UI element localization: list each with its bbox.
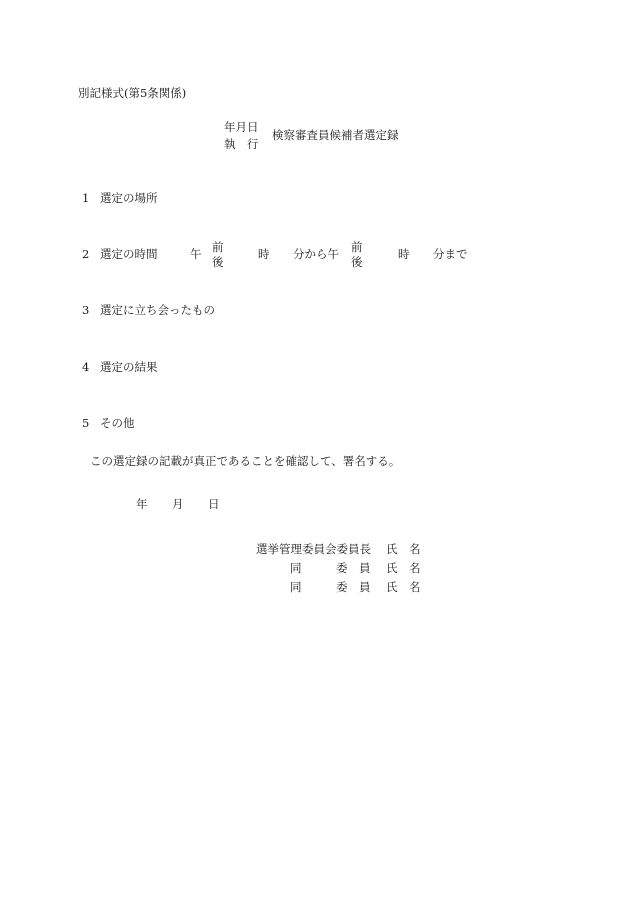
- item-4-label: 選定の結果: [100, 360, 158, 374]
- time-before-1: 前: [212, 240, 224, 254]
- signature-same-2: 同: [290, 580, 302, 594]
- date-year: 年: [136, 497, 148, 511]
- signature-member-1: 委 員: [336, 561, 371, 575]
- time-after-1: 後: [212, 255, 224, 269]
- time-hour-2: 時: [398, 247, 410, 261]
- signature-member-2-name-label: 氏 名: [386, 580, 421, 594]
- signature-member-2: 委 員: [336, 580, 371, 594]
- item-4-number: 4: [82, 360, 90, 374]
- time-minute-from: 分から午: [293, 247, 339, 261]
- time-noon-1: 午: [190, 247, 202, 261]
- document-title: 検察審査員候補者選定録: [272, 128, 399, 142]
- item-1-number: 1: [82, 191, 90, 205]
- item-5-label: その他: [100, 416, 135, 430]
- item-2-number: 2: [82, 247, 90, 261]
- date-day: 日: [208, 497, 220, 511]
- signature-chair-role: 選挙管理委員会委員長: [256, 542, 371, 556]
- item-2-label: 選定の時間: [100, 247, 158, 261]
- title-upper-prefix: 年月日: [224, 120, 259, 134]
- signature-chair-name-label: 氏 名: [386, 542, 421, 556]
- item-5-number: 5: [82, 416, 90, 430]
- time-minute-to: 分まで: [433, 247, 468, 261]
- time-hour-1: 時: [258, 247, 270, 261]
- signature-same-1: 同: [290, 561, 302, 575]
- item-1-label: 選定の場所: [100, 191, 158, 205]
- item-3-label: 選定に立ち会ったもの: [100, 303, 215, 317]
- title-lower-prefix: 執 行: [224, 137, 259, 151]
- certification-statement: この選定録の記載が真正であることを確認して、署名する。: [90, 454, 401, 468]
- time-before-2: 前: [351, 240, 363, 254]
- time-am-pm-2: [351, 240, 363, 270]
- time-am-pm-1: [212, 240, 224, 270]
- signature-member-1-name-label: 氏 名: [386, 561, 421, 575]
- time-after-2: 後: [351, 255, 363, 269]
- form-label: 別記様式(第5条関係): [78, 86, 187, 100]
- date-month: 月: [172, 497, 184, 511]
- item-3-number: 3: [82, 303, 90, 317]
